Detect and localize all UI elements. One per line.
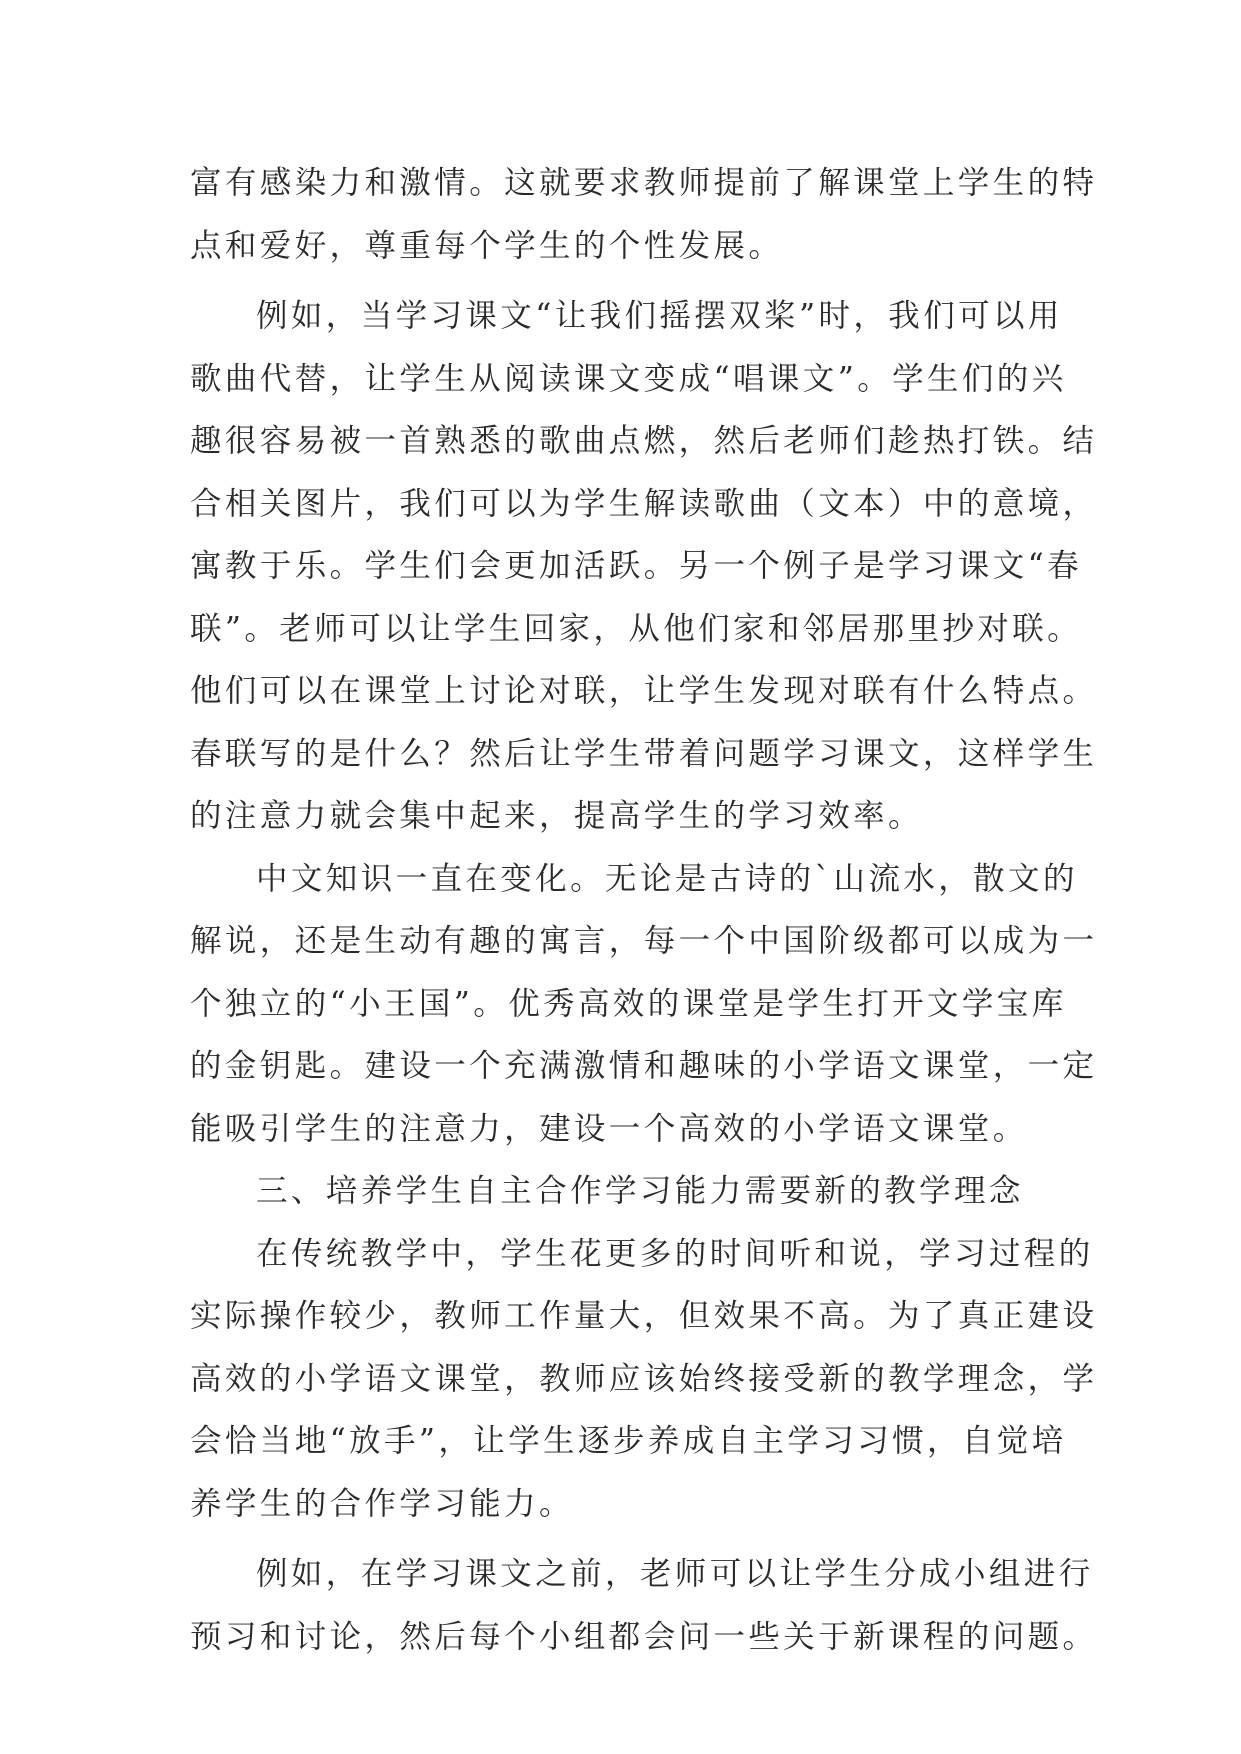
paragraph-line: 例如，当学习课文“让我们摇摆双桨”时，我们可以用 — [256, 298, 1063, 334]
paragraph-line: 歌曲代替，让学生从阅读课文变成“唱课文”。学生们的兴 — [190, 360, 1067, 397]
section-heading: 三、培养学生自主合作学习能力需要新的教学理念 — [256, 1173, 1024, 1209]
paragraph-line: 趣很容易被一首熟悉的歌曲点燃，然后老师们趁热打铁。结 — [190, 423, 1098, 459]
paragraph-line: 个独立的“小王国”。优秀高效的课堂是学生打开文学宝库 — [190, 985, 1067, 1022]
paragraph-line: 富有感染力和激情。这就要求教师提前了解课堂上学生的特 — [190, 165, 1098, 201]
paragraph-line: 养学生的合作学习能力。 — [190, 1485, 574, 1522]
paragraph-line: 点和爱好，尊重每个学生的个性发展。 — [190, 227, 784, 264]
paragraph-line: 寓教于乐。学生们会更加活跃。另一个例子是学习课文“春 — [190, 548, 1083, 584]
paragraph-line: 在传统教学中，学生花更多的时间听和说，学习过程的 — [256, 1235, 1094, 1272]
paragraph-line: 中文知识一直在变化。无论是古诗的`山流水，散文的 — [256, 860, 1078, 897]
paragraph-line: 会恰当地“放手”，让学生逐步养成自主学习习惯，自觉培 — [190, 1423, 1067, 1459]
paragraph-line: 合相关图片，我们可以为学生解读歌曲（文本）中的意境， — [190, 485, 1098, 522]
paragraph-line: 预习和讨论，然后每个小组都会问一些关于新课程的问题。 — [190, 1618, 1098, 1655]
paragraph-line: 实际操作较少，教师工作量大，但效果不高。为了真正建设 — [190, 1298, 1098, 1334]
paragraph-line: 联”。老师可以让学生回家，从他们家和邻居那里抄对联。 — [190, 610, 1083, 647]
body-text — [190, 152, 1098, 1668]
paragraph-line: 他们可以在课堂上讨论对联，让学生发现对联有什么特点。 — [190, 673, 1098, 709]
paragraph-line: 的注意力就会集中起来，提高学生的学习效率。 — [190, 798, 923, 834]
paragraph-line: 春联写的是什么？然后让学生带着问题学习课文，这样学生 — [190, 735, 1098, 772]
paragraph-line: 高效的小学语文课堂，教师应该始终接受新的教学理念，学 — [190, 1360, 1098, 1397]
paragraph-line: 例如，在学习课文之前，老师可以让学生分成小组进行 — [256, 1556, 1094, 1592]
paragraph-line: 能吸引学生的注意力，建设一个高效的小学语文课堂。 — [190, 1110, 1028, 1147]
paragraph-line: 的金钥匙。建设一个充满激情和趣味的小学语文课堂，一定 — [190, 1048, 1098, 1084]
paragraph-line: 解说，还是生动有趣的寓言，每一个中国阶级都可以成为一 — [190, 923, 1098, 959]
